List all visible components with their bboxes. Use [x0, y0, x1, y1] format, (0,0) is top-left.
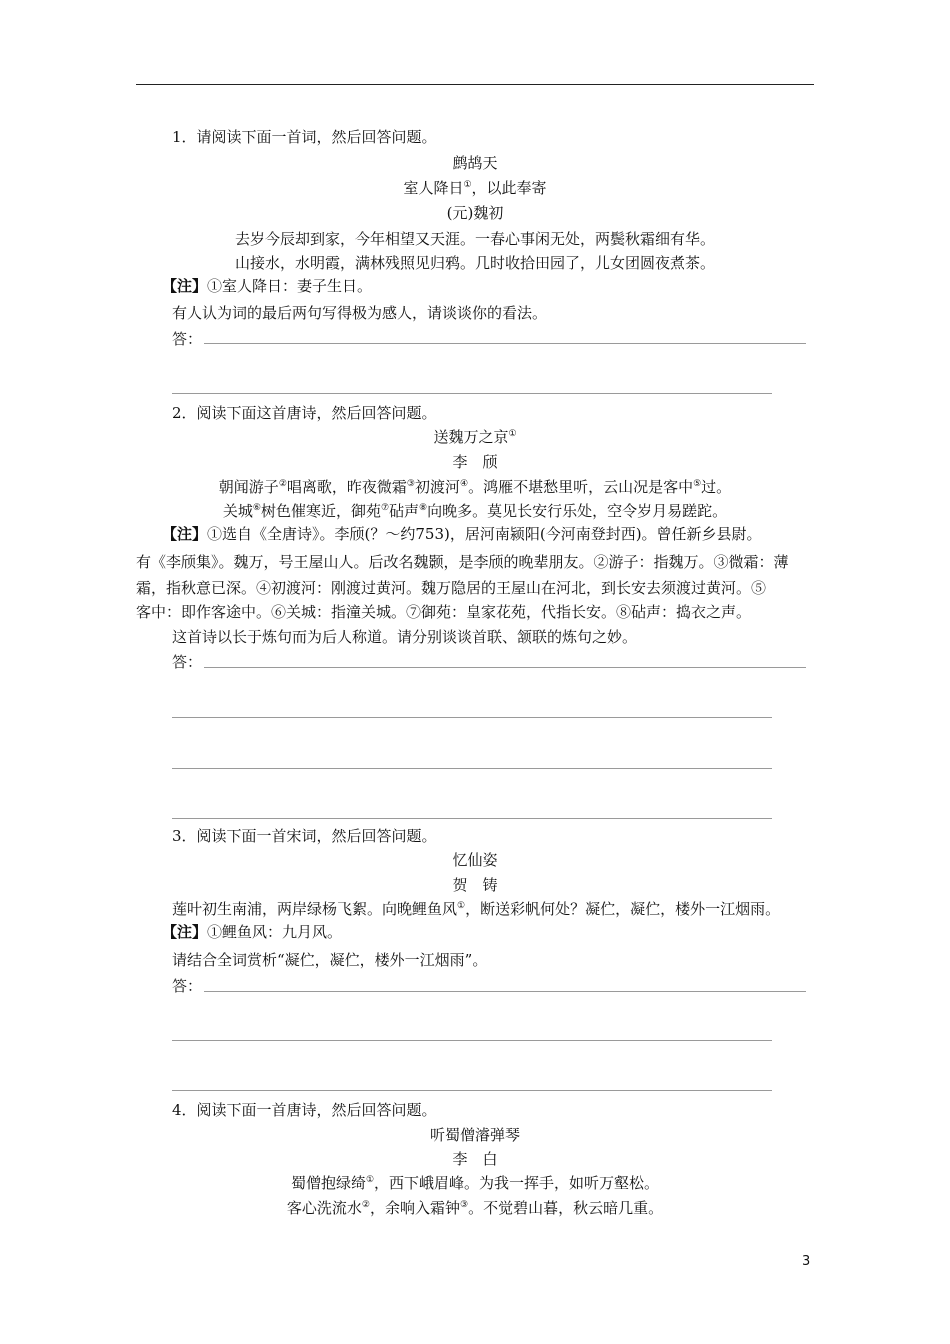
q3-author: 贺 铸 — [452, 876, 498, 894]
q4-poem-line-2: 客心洗流水②，余响入霜钟③。不觉碧山暮，秋云暗几重。 — [286, 1199, 664, 1217]
q3-poem-title: 忆仙姿 — [452, 851, 498, 869]
q1-author: (元)魏初 — [446, 204, 504, 222]
q1-answer-line-1[interactable] — [204, 343, 806, 344]
q2-note-2: 有《李颀集》。魏万，号王屋山人。后改名魏颢，是李颀的晚辈朋友。②游子：指魏万。③微霜：薄 — [136, 553, 789, 571]
q2-poem-line-1: 朝闻游子②唱离歌，昨夜微霜③初渡河④。鸿雁不堪愁里听，云山况是客中⑤过。 — [218, 478, 732, 496]
q1-poem-line-1: 去岁今辰却到家，今年相望又天涯。一春心事闲无处，两鬓秋霜细有华。 — [234, 230, 715, 248]
q3-answer-label: 答： — [172, 977, 203, 995]
q3-answer-line-3[interactable] — [172, 1090, 772, 1091]
q2-poem-title: 送魏万之京① — [433, 428, 517, 446]
q3-answer-line-1[interactable] — [204, 991, 806, 992]
q1-answer-label: 答： — [172, 330, 203, 348]
q1-prompt: 1．请阅读下面一首词，然后回答问题。 — [172, 128, 437, 146]
q2-answer-line-1[interactable] — [204, 667, 806, 668]
q2-note-3: 霜，指秋意已深。④初渡河：刚渡过黄河。魏万隐居的王屋山在河北，到长安去须渡过黄河。⑤ — [136, 579, 767, 597]
header-rule — [136, 84, 814, 85]
q1-poem-line-2: 山接水，水明霞，满林残照见归鸦。几时收拾田园了，儿女团圆夜煮茶。 — [234, 254, 715, 272]
q2-prompt: 2．阅读下面这首唐诗，然后回答问题。 — [172, 404, 437, 422]
q2-poem-line-2: 关城⑥树色催寒近，御苑⑦砧声⑧向晚多。莫见长安行乐处，空令岁月易蹉跎。 — [222, 502, 728, 520]
q3-poem-line: 莲叶初生南浦，两岸绿杨飞絮。向晚鲤鱼风①，断送彩帆何处？凝伫，凝伫，楼外一江烟雨。 — [172, 900, 781, 918]
q1-note: 【注】①室人降日：妻子生日。 — [162, 277, 373, 295]
q2-note-4: 客中：即作客途中。⑥关城：指潼关城。⑦御苑：皇家花苑，代指长安。⑧砧声：捣衣之声。 — [136, 603, 752, 621]
q3-answer-line-2[interactable] — [172, 1040, 772, 1041]
q2-answer-line-2[interactable] — [172, 717, 772, 718]
q4-author: 李 白 — [452, 1150, 498, 1168]
q4-poem-line-1: 蜀僧抱绿绮①，西下峨眉峰。为我一挥手，如听万壑松。 — [290, 1174, 660, 1192]
q4-prompt: 4．阅读下面一首唐诗，然后回答问题。 — [172, 1101, 437, 1119]
q1-answer-line-2[interactable] — [172, 393, 772, 394]
q4-poem-title: 听蜀僧濬弹琴 — [429, 1126, 520, 1144]
q2-question: 这首诗以长于炼句而为后人称道。请分别谈谈首联、颔联的炼句之妙。 — [172, 628, 638, 646]
q3-question: 请结合全词赏析“凝伫，凝伫，楼外一江烟雨”。 — [172, 951, 488, 969]
page-number: 3 — [802, 1254, 811, 1269]
q2-answer-line-4[interactable] — [172, 818, 772, 819]
q2-answer-label: 答： — [172, 653, 203, 671]
q3-note: 【注】①鲤鱼风：九月风。 — [162, 923, 343, 941]
q1-question: 有人认为词的最后两句写得极为感人，请谈谈你的看法。 — [172, 304, 548, 322]
q2-answer-line-3[interactable] — [172, 768, 772, 769]
q1-poem-title: 鹧鸪天 — [452, 154, 498, 172]
q1-subtitle: 室人降日①，以此奉寄 — [403, 179, 547, 197]
q2-author: 李 颀 — [452, 453, 498, 471]
q2-note-1: 【注】①选自《全唐诗》。李颀(？～约753)，居河南颍阳(今河南登封西)。曾任新乡县尉。 — [162, 525, 762, 543]
q3-prompt: 3．阅读下面一首宋词，然后回答问题。 — [172, 827, 437, 845]
